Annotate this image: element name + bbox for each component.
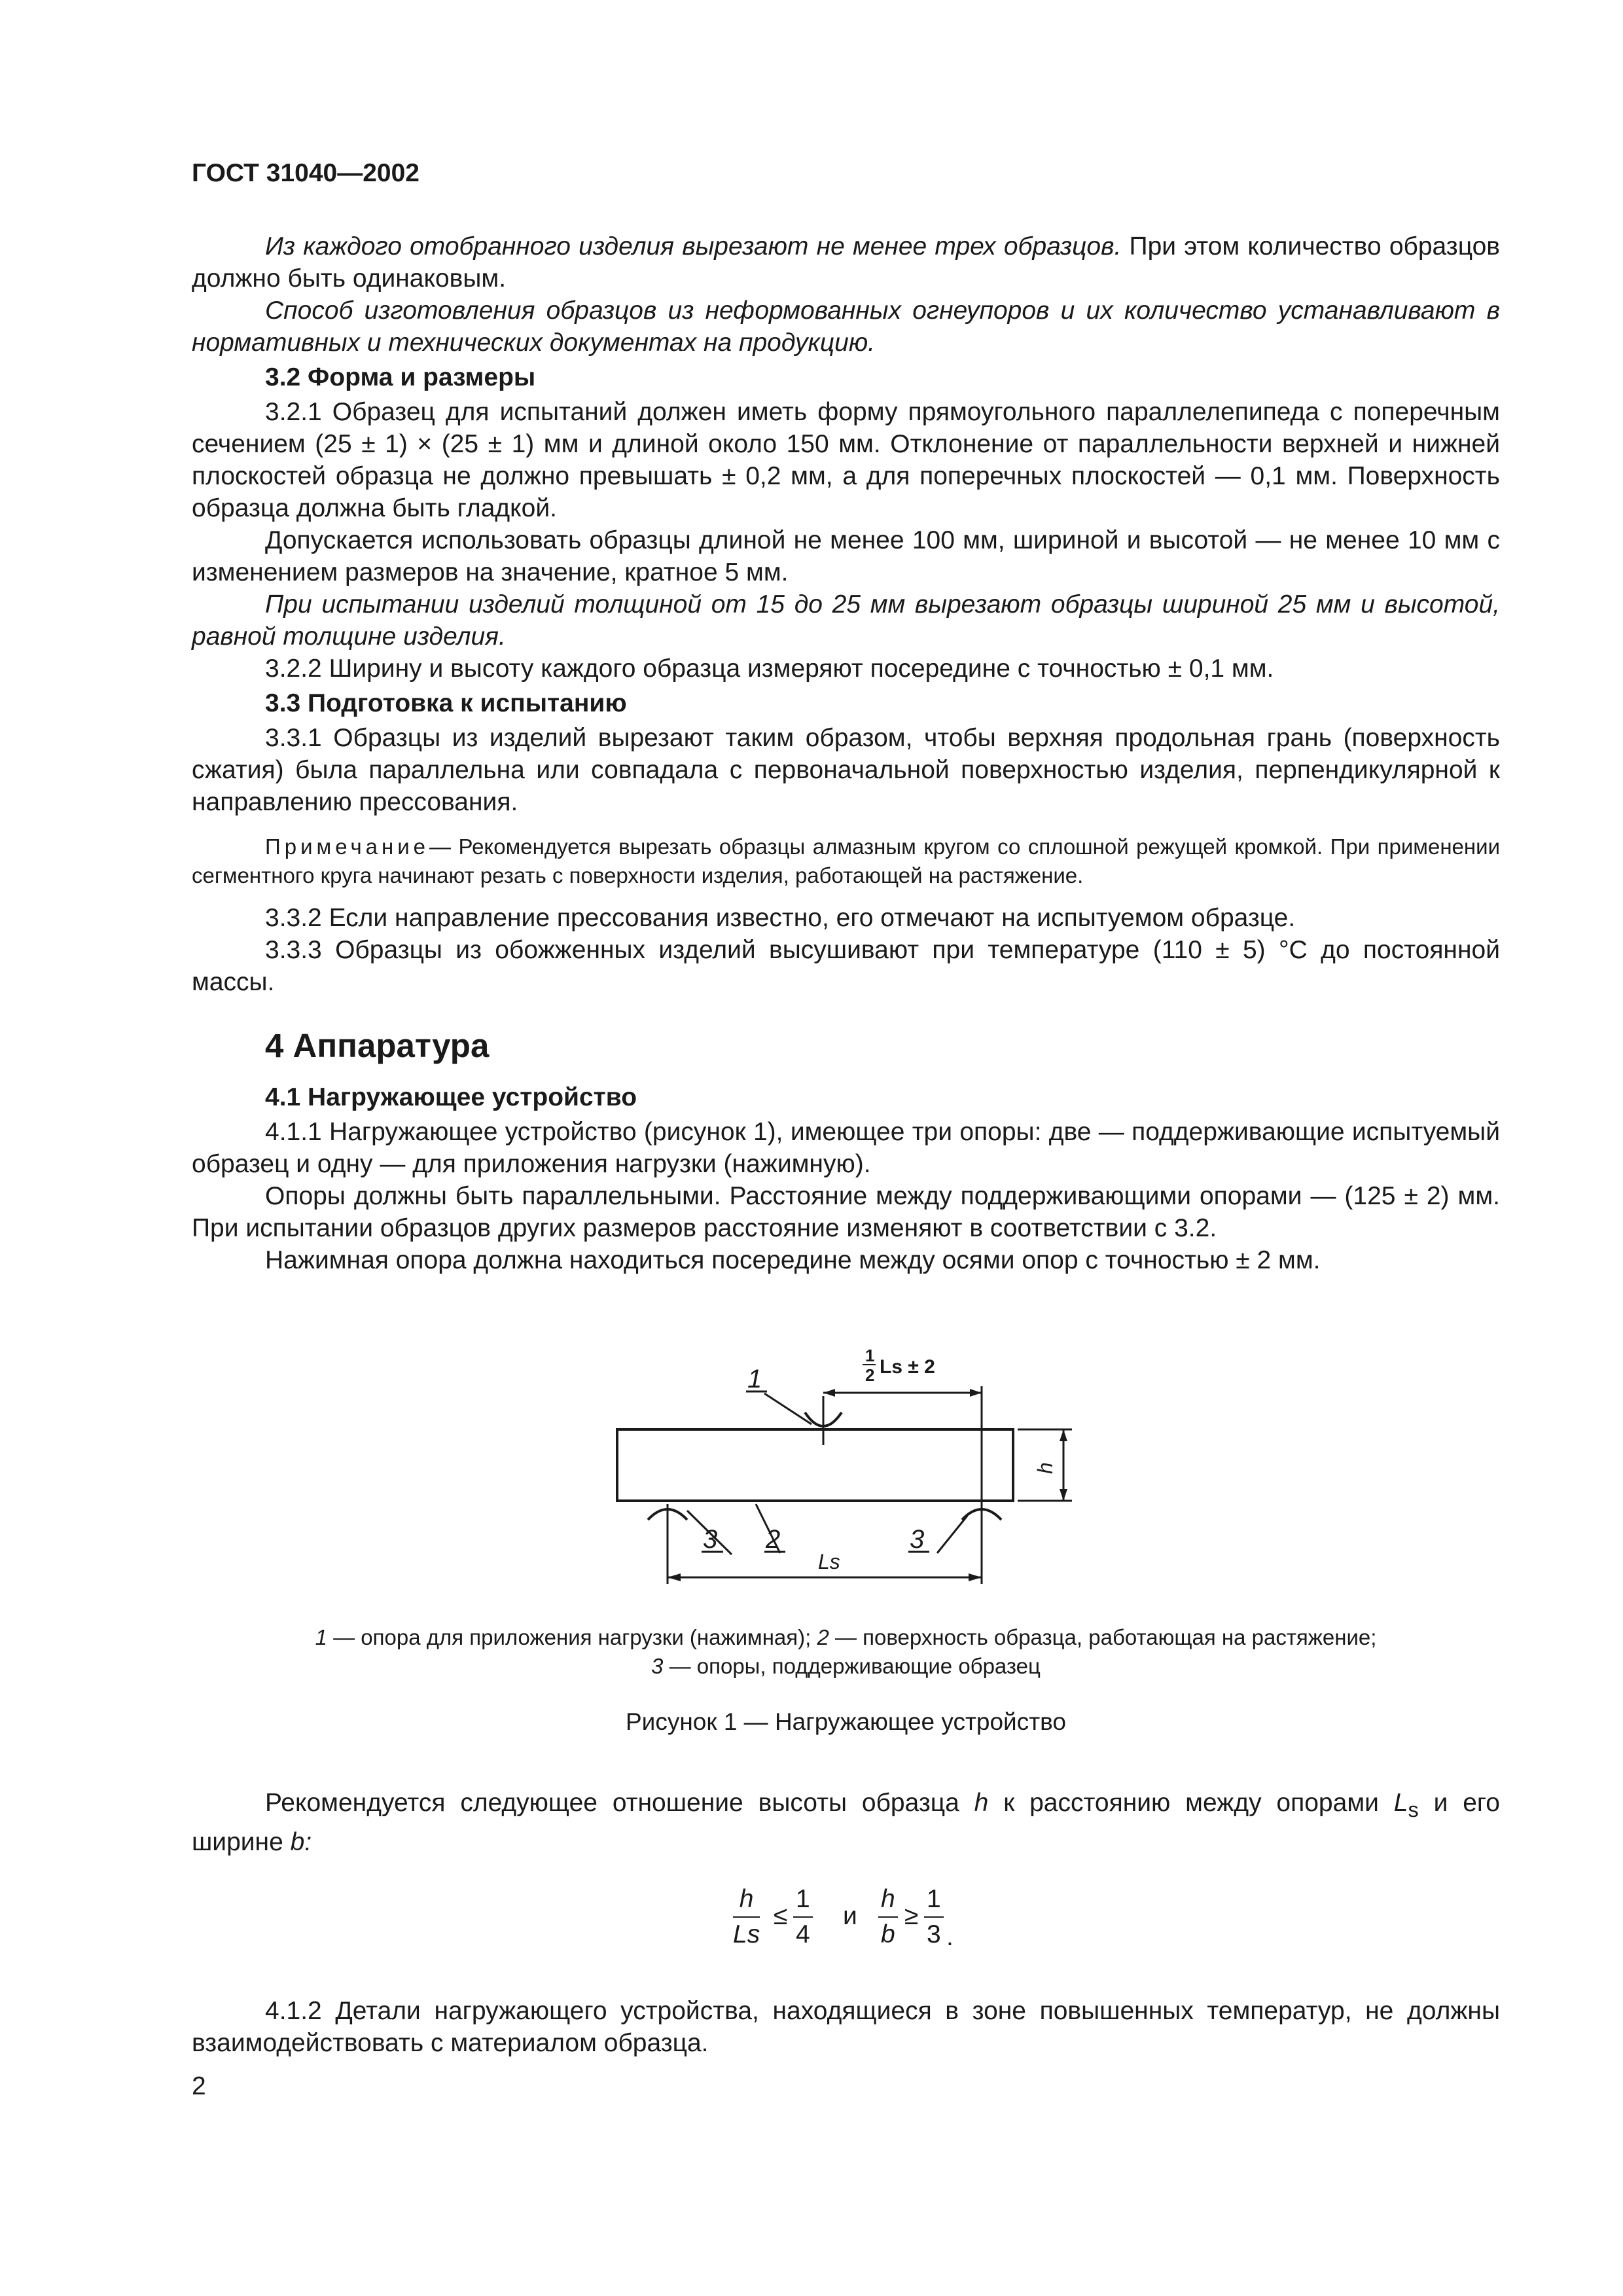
label-2: 2: [766, 1525, 781, 1554]
arrowhead: [1060, 1429, 1067, 1441]
arrowhead: [970, 1389, 982, 1397]
label-1: 1: [747, 1365, 762, 1393]
section-heading-4-1: 4.1 Нагружающее устройство: [265, 1083, 637, 1111]
half-span-label-denominator: 2: [865, 1365, 875, 1385]
paragraph-3-2-1-allowance: Допускается использовать образцы длиной не менее 100 мм, шириной и высотой — не менее 10 мм с изменением размеров на значение, кратное 5 мм.: [192, 526, 1500, 586]
less-equal-sign: ≤: [774, 1902, 788, 1930]
paragraph-4-1-1: 4.1.1 Нагружающее устройство (рисунок 1), имеющее три опоры: две — поддерживающие испытуемый образец и одну — для приложения нагрузки (нажимную).: [192, 1118, 1500, 1178]
paragraph-4-1-1-loading-support: Нажимная опора должна находиться посередине между осями опор с точностью ± 2 мм.: [265, 1246, 1321, 1274]
figure-title: Рисунок 1 — Нагружающее устройство: [626, 1708, 1066, 1735]
note-text: — Рекомендуется вырезать образцы алмазным кругом со сплошной режущей кромкой. При применении сегментного круга начинают резать с поверхности изделия, работающей на растяжение.: [192, 834, 1500, 888]
paragraph-4-1-2-block: [192, 1995, 1500, 2059]
height-label-h: h: [1033, 1462, 1057, 1474]
paragraph-4-1-2: 4.1.2 Детали нагружающего устройства, находящиеся в зоне повышенных температур, не должны взаимодействовать с материалом образца.: [192, 1997, 1500, 2057]
figure-legend-line-1: 1 — опора для приложения нагрузки (нажимная); 2 — поверхность образца, работающая на растяжение;: [315, 1625, 1377, 1649]
main-text-block: [192, 230, 1500, 1276]
paragraph-samples-count: Из каждого отобранного изделия вырезают не менее трех образцов. При этом количество образцов должно быть одинаковым.: [192, 232, 1501, 293]
arrowhead: [969, 1573, 982, 1581]
ratio-formula: [733, 1878, 982, 1977]
arrowhead: [823, 1389, 835, 1397]
half-span-label-numerator: 1: [865, 1346, 875, 1365]
standard-code-header: ГОСТ 31040—2002: [192, 159, 419, 187]
fraction-one-quarter: $\frac{1}{4}$: [793, 1885, 813, 1949]
arrowhead: [668, 1573, 681, 1581]
paragraph-3-2-1-thickness: При испытании изделий толщиной от 15 до 25 мм вырезают образцы шириной 25 мм и высотой, равной толщине изделия.: [192, 590, 1500, 651]
page-number: 2: [192, 2072, 206, 2100]
paragraph-3-2-1: 3.2.1 Образец для испытаний должен иметь форму прямоугольного параллелепипеда с поперечным сечением (25 ± 1) × (25 ± 1) мм и длиной около 150 мм. Отклонение от параллельности верхней и нижней плоскостей образца не должно превышать ± 0,2 мм, а для поперечных плоскостей — 0,1 мм. Поверхность образца должна быть гладкой.: [192, 398, 1500, 522]
fraction-h-over-ls: $\frac{h}{Ls}$: [733, 1885, 760, 1948]
loading-device-figure: [589, 1335, 1113, 1597]
fraction-h-over-b: $\frac{h}{b}$: [878, 1885, 898, 1949]
greater-equal-sign: ≥: [904, 1902, 919, 1930]
half-span-label-rest: Ls ± 2: [880, 1356, 935, 1378]
section-heading-4: 4 Аппаратура: [265, 1027, 490, 1064]
figure-legend-line-2: 3 — опоры, поддерживающие образец: [651, 1654, 1041, 1678]
section-heading-3-3: 3.3 Подготовка к испытанию: [265, 689, 627, 717]
paragraph-4-1-1-supports: Опоры должны быть параллельными. Расстояние между поддерживающими опорами — (125 ± 2) мм. При испытании образцов других размеров расстояние изменяют в соответствии с 3.2.: [192, 1182, 1500, 1242]
specimen-bar: [617, 1429, 1013, 1501]
ratio-paragraph-block: [192, 1787, 1500, 1858]
label-3-left: 3: [703, 1525, 718, 1554]
paragraph-ratio: Рекомендуется следующее отношение высоты образца h к расстоянию между опорами $L_s$ и его ширине b:: [192, 1789, 1500, 1856]
section-heading-3-2: 3.2 Форма и размеры: [265, 363, 536, 391]
paragraph-3-3-1: 3.3.1 Образцы из изделий вырезают таким образом, чтобы верхняя продольная грань (поверхность сжатия) была параллельна или совпадала с первоначальной поверхностью изделия, перпендикулярной к направлению прессования.: [192, 724, 1500, 816]
leader-line-1: [764, 1393, 812, 1424]
leader-line-3-right: [937, 1516, 967, 1553]
note-label: Примечание: [265, 834, 430, 859]
formula-period: .: [946, 1923, 954, 1951]
arrowhead: [1060, 1489, 1067, 1501]
paragraph-3-3-3: 3.3.3 Образцы из обожженных изделий высушивают при температуре (110 ± 5) °С до постоянной массы.: [192, 936, 1500, 996]
paragraph-3-3-2: 3.3.2 Если направление прессования известно, его отмечают на испытуемом образце.: [265, 904, 1296, 932]
paragraph-unshaped-refractories: Способ изготовления образцов из неформованных огнеупоров и их количество устанавливают в нормативных и технических документах на продукцию.: [192, 296, 1500, 357]
note-block: [192, 833, 1500, 890]
span-label-ls: Ls: [818, 1550, 840, 1573]
paragraph-3-2-2: 3.2.2 Ширину и высоту каждого образца измеряют посередине с точностью ± 0,1 мм.: [265, 655, 1274, 683]
figure-legend: [192, 1623, 1500, 1681]
fraction-one-third: $\frac{1}{3}$: [924, 1885, 944, 1949]
label-3-right: 3: [910, 1525, 925, 1554]
conjunction-and: и: [843, 1902, 857, 1930]
